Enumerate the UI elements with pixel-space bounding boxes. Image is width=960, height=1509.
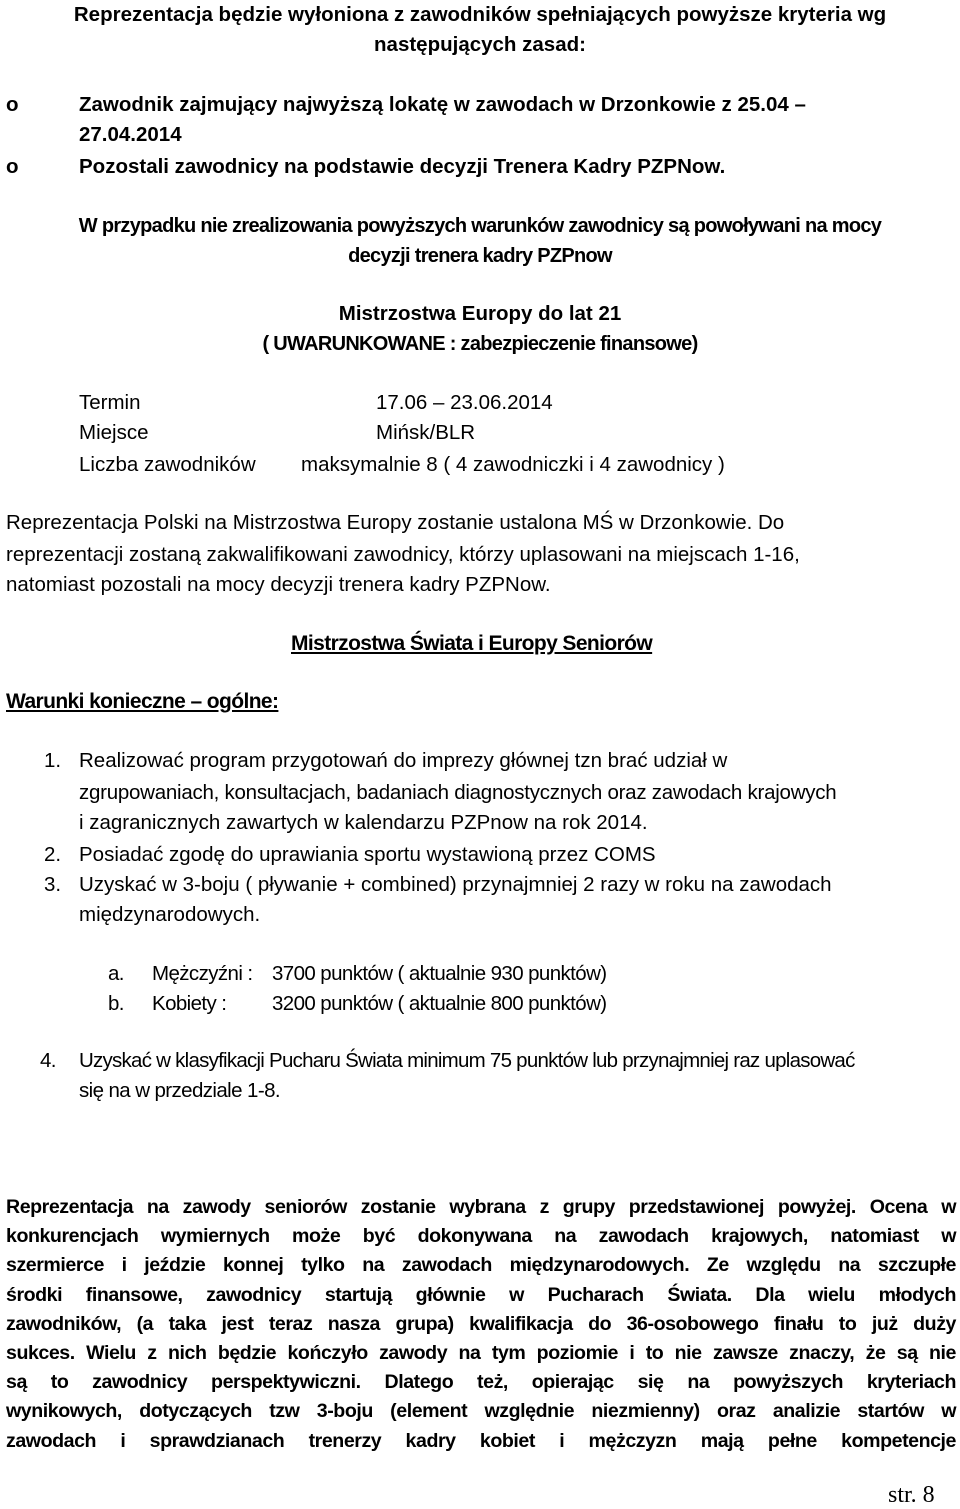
requirements-heading: Warunki konieczne – ogólne: xyxy=(6,690,279,713)
selection-paragraph-line: sukces. Wielu z nich będzie kończyło zawody na tym poziomie i to nie zawsze znaczy, że są nie xyxy=(6,1342,956,1364)
requirement-1-line-3: i zagranicznych zawartych w kalendarzu PZPnow na rok 2014. xyxy=(79,811,648,834)
condition-note-line-1: W przypadku nie zrealizowania powyższych warunków zawodnicy są powoływani na mocy xyxy=(78,215,882,237)
selection-paragraph-line: są to zawodnicy perspektywiczni. Dlatego też, opierając się na powyższych kryteriach xyxy=(6,1371,956,1394)
detail-label-miejsce: Miejsce xyxy=(79,421,149,444)
condition-note-line-2: decyzji trenera kadry PZPnow xyxy=(348,245,612,267)
requirement-number: 3. xyxy=(44,873,62,896)
event-description-line-1: Reprezentacja Polski na Mistrzostwa Europy zostanie ustalona MŚ w Drzonkowie. Do xyxy=(6,511,785,534)
selection-paragraph-line: środki finansowe, zawodnicy startują głównie w Pucharach Świata. Dla wielu młodych xyxy=(6,1283,956,1306)
intro-line-2: następujących zasad: xyxy=(374,33,586,56)
requirement-3-line-1: Uzyskać w 3-boju ( pływanie + combined) przynajmniej 2 razy w roku na zawodach xyxy=(79,873,832,896)
subitem-letter: a. xyxy=(108,962,124,985)
requirement-4-line-1: Uzyskać w klasyfikacji Pucharu Świata minimum 75 punktów lub przynajmniej raz uplasować xyxy=(79,1049,855,1072)
requirement-3-line-2: międzynarodowych. xyxy=(79,903,261,926)
subitem-value-women: 3200 punktów ( aktualnie 800 punktów) xyxy=(272,992,607,1015)
bullet-marker: o xyxy=(6,155,19,178)
subitem-value-men: 3700 punktów ( aktualnie 930 punktów) xyxy=(272,962,607,985)
detail-label-count: Liczba zawodników xyxy=(79,453,256,476)
selection-paragraph-line: wynikowych, dotyczących tzw 3-boju (element względnie niezmienny) oraz analizie startów w xyxy=(6,1400,956,1423)
requirement-number: 2. xyxy=(44,843,62,866)
seniors-heading: Mistrzostwa Świata i Europy Seniorów xyxy=(291,632,653,655)
event-description-line-2: reprezentacji zostaną zakwalifikowani zawodnicy, którzy uplasowani na miejscach 1-16, xyxy=(6,543,800,566)
requirement-1-line-1: Realizować program przygotowań do imprezy głównej tzn brać udział w xyxy=(79,749,728,772)
event-description-line-3: natomiast pozostali na mocy decyzji trenera kadry PZPNow. xyxy=(6,573,551,596)
bullet-2-line-1: Pozostali zawodnicy na podstawie decyzji Trenera Kadry PZPNow. xyxy=(79,155,726,178)
requirement-1-line-2: zgrupowaniach, konsultacjach, badaniach diagnostycznych oraz zawodach krajowych xyxy=(79,781,837,804)
detail-value-count: maksymalnie 8 ( 4 zawodniczki i 4 zawodnicy ) xyxy=(301,453,725,476)
selection-paragraph-line: zawodach i sprawdzianach trenerzy kadry kobiet i mężczyzn mają pełne kompetencje xyxy=(6,1429,956,1452)
requirement-2-line-1: Posiadać zgodę do uprawiania sportu wystawioną przez COMS xyxy=(79,843,656,866)
bullet-1-line-2: 27.04.2014 xyxy=(79,123,182,146)
subitem-label-women: Kobiety : xyxy=(152,992,227,1015)
requirement-4-line-2: się na w przedziale 1-8. xyxy=(79,1079,280,1102)
detail-value-termin: 17.06 – 23.06.2014 xyxy=(376,391,553,414)
bullet-marker: o xyxy=(6,93,19,116)
requirement-number: 4. xyxy=(40,1049,56,1072)
event-title: Mistrzostwa Europy do lat 21 xyxy=(338,302,622,325)
subitem-letter: b. xyxy=(108,992,124,1015)
detail-label-termin: Termin xyxy=(79,391,141,414)
detail-value-miejsce: Mińsk/BLR xyxy=(376,421,476,444)
selection-paragraph-line: szermierce i jeździe konnej tylko na zawodach międzynarodowych. Ze względu na szczupłe xyxy=(6,1254,956,1277)
event-subtitle: ( UWARUNKOWANE : zabezpieczenie finansowe) xyxy=(262,333,698,355)
requirement-number: 1. xyxy=(44,749,62,772)
bullet-1-line-1: Zawodnik zajmujący najwyższą lokatę w zawodach w Drzonkowie z 25.04 – xyxy=(79,93,806,116)
subitem-label-men: Mężczyźni : xyxy=(152,962,253,985)
selection-paragraph-line: zawodników, (a taka jest teraz nasza grupa) kwalifikacja do 36-osobowego finału to już duży xyxy=(6,1312,956,1335)
selection-paragraph-line: Reprezentacja na zawody seniorów zostanie wybrana z grupy przedstawionej powyżej. Ocena w xyxy=(6,1196,956,1218)
selection-paragraph-line: konkurencjach wymiernych może być dokonywana na zawodach krajowych, natomiast w xyxy=(6,1225,956,1248)
page-number: str. 8 xyxy=(888,1482,935,1508)
intro-line-1: Reprezentacja będzie wyłoniona z zawodników spełniających powyższe kryteria wg xyxy=(73,3,887,26)
